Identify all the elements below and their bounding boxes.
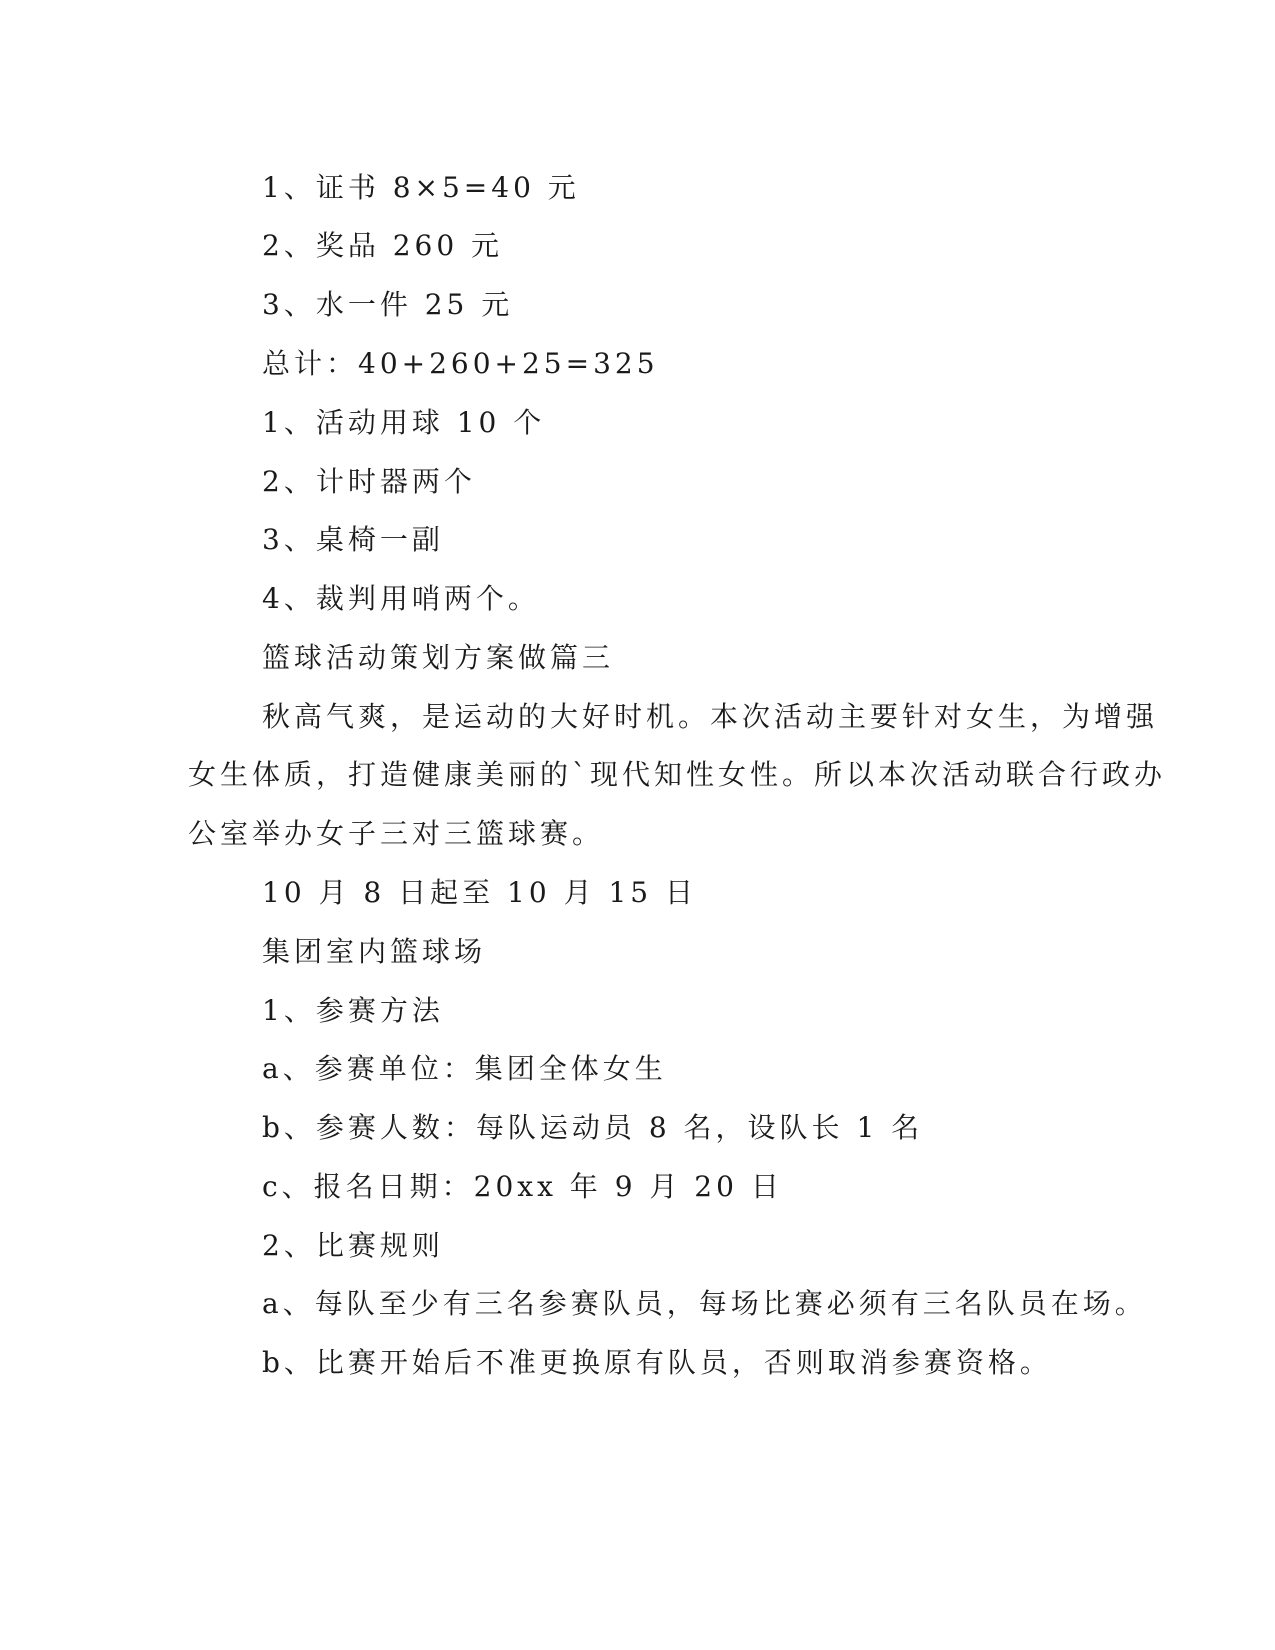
equipment-item-tables: 3、桌椅一副 [262, 523, 444, 556]
section-heading: 篮球活动策划方案做篇三 [262, 641, 615, 674]
cost-item-water: 3、水一件 25 元 [262, 288, 514, 321]
equipment-item-balls: 1、活动用球 10 个 [262, 406, 546, 439]
event-venue: 集团室内篮球场 [262, 935, 487, 968]
paragraph-line: 秋高气爽，是运动的大好时机。本次活动主要针对女生，为增强 [262, 700, 1159, 733]
cost-item-certificate: 1、证书 8×5=40 元 [262, 171, 580, 204]
cost-item-prizes: 2、奖品 260 元 [262, 229, 504, 262]
rule-item: a、每队至少有三名参赛队员，每场比赛必须有三名队员在场。 [262, 1287, 1147, 1320]
equipment-item-whistles: 4、裁判用哨两个。 [262, 582, 540, 615]
rule-item: a、参赛单位：集团全体女生 [262, 1052, 667, 1085]
cost-total: 总计：40+260+25=325 [262, 347, 659, 380]
rule-item: b、参赛人数：每队运动员 8 名，设队长 1 名 [262, 1111, 924, 1144]
paragraph-line: 女生体质，打造健康美丽的`现代知性女性。所以本次活动联合行政办 [188, 758, 1167, 791]
rule-item: c、报名日期：20xx 年 9 月 20 日 [262, 1170, 783, 1203]
rules-heading-participation: 1、参赛方法 [262, 994, 444, 1027]
paragraph-line: 公室举办女子三对三篮球赛。 [188, 817, 605, 850]
rule-item: b、比赛开始后不准更换原有队员，否则取消参赛资格。 [262, 1346, 1052, 1379]
equipment-item-timers: 2、计时器两个 [262, 465, 476, 498]
rules-heading-competition: 2、比赛规则 [262, 1229, 444, 1262]
event-dates: 10 月 8 日起至 10 月 15 日 [262, 876, 698, 909]
